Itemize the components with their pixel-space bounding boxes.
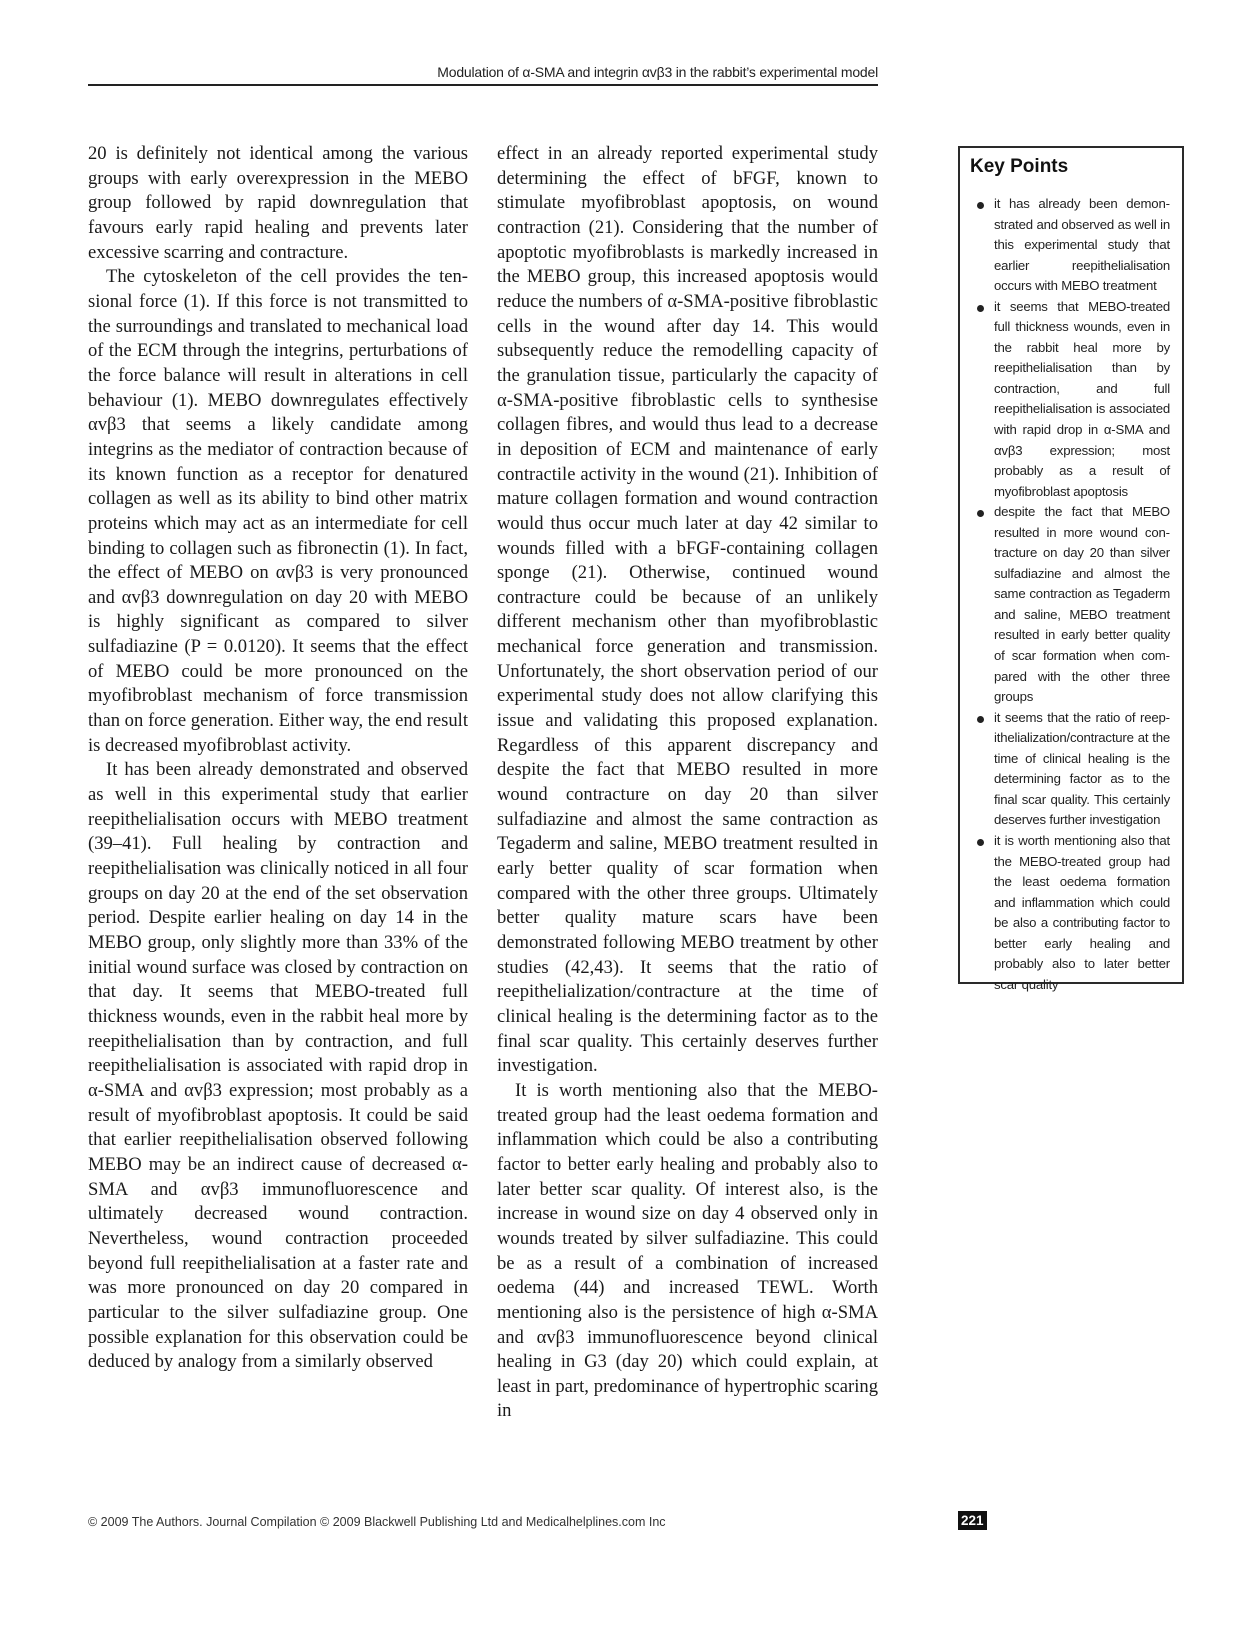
key-point-item: it seems that MEBO-treated full thickness wounds, even in the rabbit heal more by reepithelialisation than by contraction, and full reepithelialisation is associated with rapid drop in α-SMA and αvβ3 expression; most probably as a result of myofibroblast apoptosis bbox=[970, 297, 1170, 502]
page-number: 221 bbox=[958, 1511, 987, 1530]
key-point-item: despite the fact that MEBO resulted in more wound contracture on day 20 than silver sulfadiazine and almost the same contraction as Tegaderm and saline, MEBO treatment resulted in early better quality of scar formation when compared with the other three groups bbox=[970, 502, 1170, 707]
paragraph: effect in an already reported experimental study determining the effect of bFGF, known to stimulate myofibroblast apoptosis, on wound contraction (21). Considering that the number of apoptotic myofibroblasts is markedly increased in the MEBO group, this increased apoptosis would reduce the numbers of α-SMA-positive fibroblastic cells in the wound after day 14. This would subsequently reduce the remodelling capacity of the granulation tissue, particularly the capacity of α-SMA-positive fibroblastic cells to synthesise collagen fibres, and would thus lead to a decrease in deposition of ECM and maintenance of early contractile activity in the wound (21). Inhibition of mature collagen formation and wound contraction would thus occur much later at day 42 similar to wounds filled with a bFGF-containing collagen sponge (21). Otherwise, continued wound contracture could be because of an unlikely different mechanism other than myofibroblastic mechanical force generation and transmission. Unfortunately, the short observation period of our experimental study does not allow clarifying this issue and validating this proposed explanation. Regardless of this apparent discrepancy and despite the fact that MEBO resulted in more wound contracture on day 20 than silver sulfadiazine and almost the same contraction as Tegaderm and saline, MEBO treatment resulted in early better quality of scar formation when compared with the other three groups. Ultimately better quality mature scars have been demonstrated following MEBO treatment by other studies (42,43). It seems that the ratio of reepithelialization/contracture at the time of clinical healing is the determining factor as to the final scar quality. This certainly deserves further investigation. bbox=[497, 143, 879, 1077]
middle-text-column bbox=[497, 142, 878, 1424]
footer-copyright: © 2009 The Authors. Journal Compilation © 2009 Blackwell Publishing Ltd and Medicalhelplines.com Inc bbox=[88, 1515, 666, 1529]
header-rule bbox=[88, 84, 878, 86]
key-point-item: it has already been demonstrated and observed as well in this experimental study that earlier reepithelialisation occurs with MEBO treatment bbox=[970, 194, 1170, 297]
running-title: Modulation of α-SMA and integrin αvβ3 in the rabbit’s experimental model bbox=[437, 64, 878, 80]
paragraph: It has been already demonstrated and observed as well in this experimental study that earlier reepithelialisation occurs with MEBO treatment (39–41). Full healing by contraction and reepithelialisation was clinically noticed in all four groups on day 20 at the end of the set observation period. Despite earlier healing on day 14 in the MEBO group, only slightly more than 33% of the initial wound surface was closed by contraction on that day. It seems that MEBO-treated full thickness wounds, even in the rabbit heal more by reepithelialisation than by contraction, and full reepithelialisation is associated with rapid drop in α-SMA and αvβ3 expression; most probably as a result of myofibroblast apoptosis. It could be said that earlier reepithelialisation observed following MEBO may be an indirect cause of decreased α-SMA and αvβ3 immunofluorescence and ultimately decreased wound contraction. Nevertheless, wound contraction proceeded beyond full reepithelialisation at a faster rate and was more pronounced on day 20 compared in particular to the silver sulfadiazine group. One possible explanation for this observation could be deduced by analogy from a similarly observed bbox=[88, 759, 468, 1373]
key-point-item: it seems that the ratio of reepithelialization/contracture at the time of clinical healing is the determining factor as to the final scar quality. This certainly deserves further investigation bbox=[970, 708, 1170, 831]
key-points-title: Key Points bbox=[970, 156, 1069, 177]
key-point-item: it is worth mentioning also that the MEBO-treated group had the least oedema formation and inflammation which could be also a contributing factor to better early healing and probably also to later better scar quality bbox=[970, 831, 1170, 995]
paragraph: 20 is definitely not identical among the various groups with early overexpression in the MEBO group followed by rapid downregulation that favours early rapid healing and prevents later excessive scarring and contracture. bbox=[88, 143, 468, 263]
key-points-list bbox=[970, 194, 1170, 995]
paragraph: It is worth mentioning also that the MEBO-treated group had the least oedema formation and inflammation which could be also a contributing factor to better early healing and probably also to later better scar quality. Of interest also, is the increase in wound size on day 4 observed only in wounds treated by silver sulfadiazine. This could be as a result of a combination of increased oedema (44) and increased TEWL. Worth mentioning also is the persistence of high α-SMA and αvβ3 immunofluorescence beyond clinical healing in G3 (day 20) which could explain, at least in part, predominance of hypertrophic scaring in bbox=[497, 1079, 878, 1422]
key-points-box bbox=[958, 146, 1184, 992]
paragraph: The cytoskeleton of the cell provides the tensional force (1). If this force is not transmitted to the surroundings and translated to mechanical load of the ECM through the integrins, perturbations of the force balance will result in alterations in cell behaviour (1). MEBO downregulates effectively αvβ3 that seems a likely candidate among integrins as the mediator of contraction because of its known function as a receptor for denatured collagen as well as its ability to bind other matrix proteins which may act as an intermediate for cell binding to collagen such as fibronectin (1). In fact, the effect of MEBO on αvβ3 is very pronounced and αvβ3 downregulation on day 20 with MEBO is highly significant as compared to silver sulfadiazine (P = 0.0120). It seems that the effect of MEBO could be more pronounced on the myofibroblast mechanism of force transmission than on force generation. Either way, the end result is decreased myofibroblast activity. bbox=[88, 266, 468, 756]
left-text-column bbox=[88, 142, 468, 1375]
